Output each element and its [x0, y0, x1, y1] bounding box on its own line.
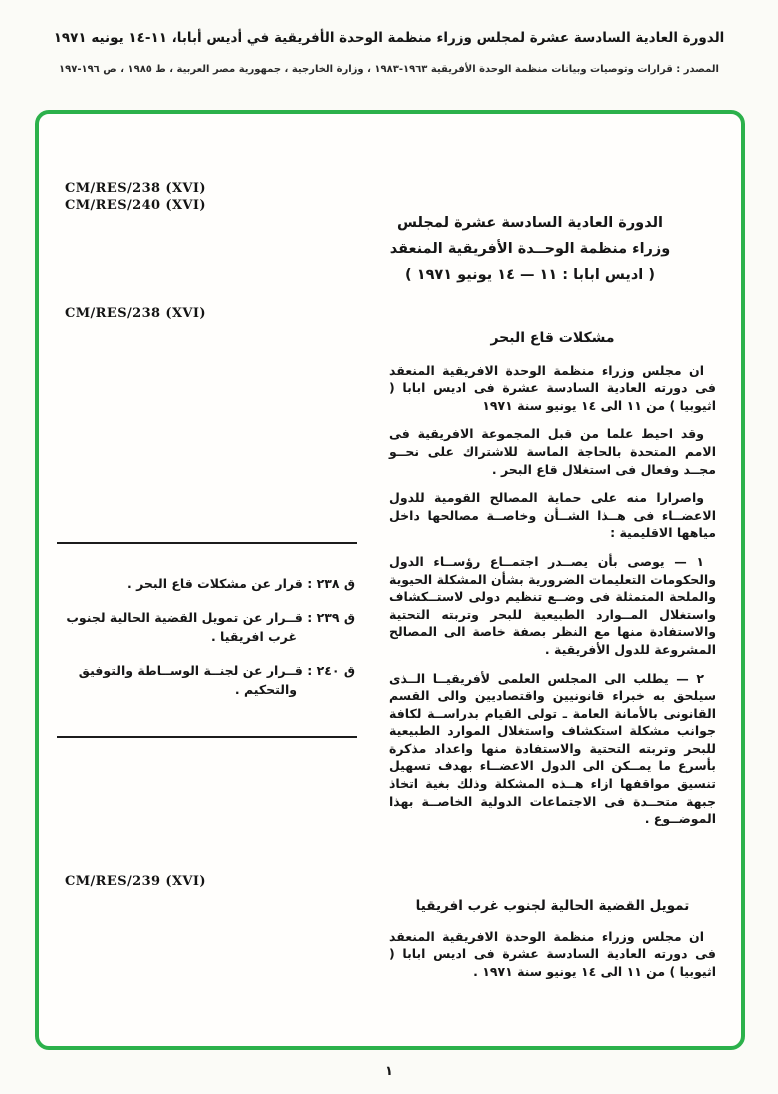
resolution-238-paragraph-3: واصرارا منه على حماية المصالح القومية للدول الاعضــاء فى هــذا الشــأن وخاصــة مصالحها داخل مياهها الاقليمية : — [389, 490, 716, 541]
session-heading-line-1: الدورة العادية السادسة عشرة لمجلس — [396, 215, 663, 231]
resolution-239-paragraph-1: ان مجلس وزراء منظمة الوحدة الافريقية المنعقد فى دورته العادية السادسة عشرة فى اديس ابابا ( اثيوبيا ) من ١١ الى ١٤ يونيو سنة ١٩٧١ . — [389, 928, 716, 979]
resolution-238-paragraph-1: ان مجلس وزراء منظمة الوحدة الافريقية المنعقد فى دورته العادية السادسة عشرة فى اديس ابابا ( اثيوبيا ) من ١١ الى ١٤ يونيو سنة ١٩٧١ — [389, 362, 716, 413]
session-heading-line-2: وزراء منظمة الوحــدة الأفريقية المنعقد — [389, 241, 671, 257]
index-item-240-text: قــرار عن لجنــة الوســاطة والتوفيق والتحكيم . — [78, 663, 303, 697]
index-item-239-number: ق ٢٣٩ : — [307, 610, 355, 625]
index-item-238-text: قرار عن مشكلات قاع البحر . — [127, 576, 303, 591]
reference-code-240: CM/RES/240 (XVI) — [65, 198, 206, 213]
index-item-239-text: قــرار عن تمويل القضية الحالية لجنوب غرب افريقيا . — [66, 610, 303, 644]
resolutions-index-list — [57, 544, 357, 736]
index-item-238-number: ق ٢٣٨ : — [307, 576, 355, 591]
index-item-240-number: ق ٢٤٠ : — [307, 663, 355, 678]
reference-codes-top — [65, 180, 206, 214]
document-frame — [35, 110, 745, 1050]
resolution-238-paragraph-2: وقد احيط علما من قبل المجموعة الافريقية فى الامم المتحدة بالحاجة الماسة للاشتراك على نحــو مجــد وفعال فى استغلال قاع البحر . — [389, 426, 716, 477]
index-item-238 — [57, 574, 355, 593]
resolution-238-title: مشكلات قاع البحر — [490, 330, 615, 346]
resolution-239-title: تمويل القضية الحالية لجنوب غرب افريقيا — [415, 898, 690, 914]
page-header-title: الدورة العادية السادسة عشرة لمجلس وزراء منظمة الوحدة الأفريقية في أديس أبابا، ١١-١٤ يونيه ١٩٧١ — [53, 30, 725, 46]
resolution-239-body — [389, 898, 716, 980]
reference-code-238: CM/RES/238 (XVI) — [65, 181, 206, 196]
page-number: ١ — [385, 1064, 393, 1079]
resolution-238-paragraph-5: ٢ — يطلب الى المجلس العلمى لأفريقيــا الــذى سيلحق به خبراء قانونيين واقتصاديين والى القسم القانونى بالأمانة العامة ـ تولى القيام بدراســة لكافة جوانب مشكلة استكشاف واستغلال الموارد الطبيعية للبحر وتربته التحتية والاستفادة منها واعداد مذكرة بأسرع ما يمــكن الى الدول الاعضــاء بهدف تسهيل تنسيق مواقفها ازاء هــذه المشكلة وذلك بغية اتخاذ جبهة متحــدة فى الاجتماعات الدولية الخاصــة بهذا الموضــوع . — [389, 670, 716, 827]
divider-bottom — [57, 736, 357, 738]
index-item-240 — [57, 661, 355, 699]
session-heading-line-3: ( اديس ابابا : ١١ — ١٤ يونيو ١٩٧١ ) — [405, 267, 655, 283]
session-heading — [375, 210, 685, 288]
reference-code-239-label: CM/RES/239 (XVI) — [65, 874, 206, 889]
index-item-239 — [57, 608, 355, 646]
page-header-source: المصدر : قرارات وتوصيات وبيانات منظمة الوحدة الأفريقية ١٩٦٣-١٩٨٣ ، وزارة الخارجية ، جمهورية مصر العربية ، ط ١٩٨٥ ، ص ١٩٦-١٩٧ — [59, 64, 719, 75]
resolution-238-paragraph-4: ١ — يوصى بأن يصــدر اجتمــاع رؤســاء الدول والحكومات التعليمات الضرورية بشأن المشكلة الحيوية والملحة المتمثلة فى وضــع تنظيم دولى لاستــكشاف واستغلال المــوارد الطبيعية للبحر وتربته التحتية والاستفادة منها مع النظر بصفة خاصة الى المصالح المشروعة للدول الأفريقية . — [389, 553, 716, 657]
reference-code-238-label: CM/RES/238 (XVI) — [65, 306, 206, 321]
resolutions-index — [57, 542, 357, 738]
resolution-238-body — [389, 330, 716, 839]
